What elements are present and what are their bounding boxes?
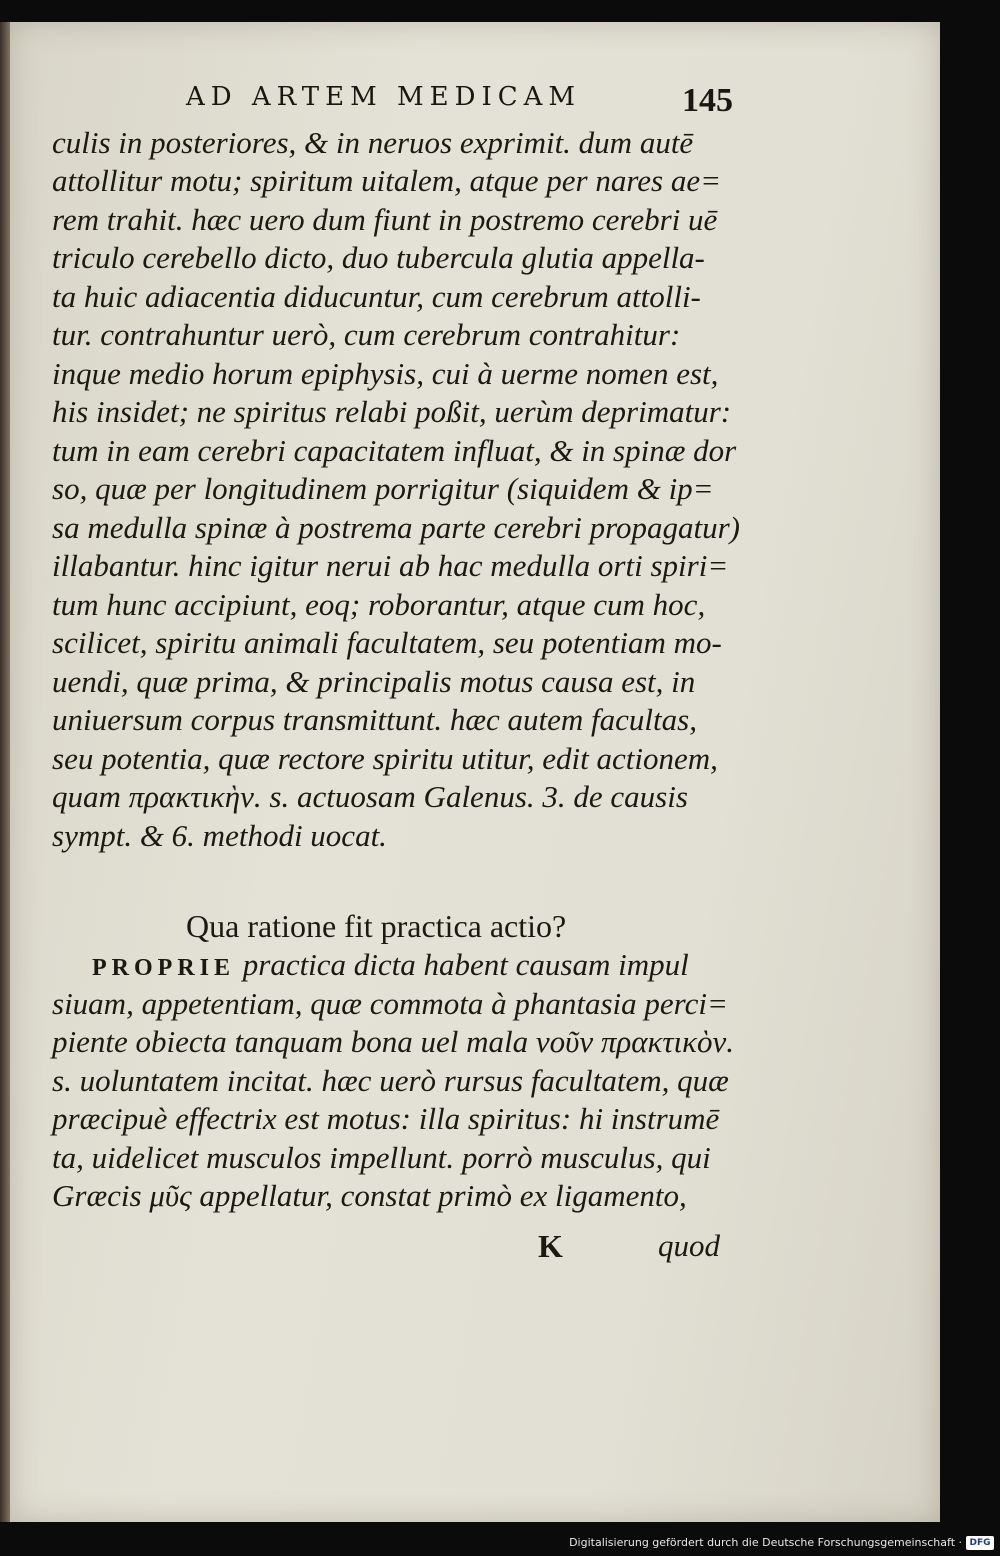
body-line-12: illabantur. hinc igitur nerui ab hac medulla orti spiri=	[52, 548, 729, 583]
section-line-3: s. uoluntatem incitat. hæc uerò rursus facultatem, quæ	[52, 1063, 729, 1098]
body-line-18: quam πρακτικὴν. s. actuosam Galenus. 3. de causis	[52, 779, 688, 814]
signature-mark: K	[538, 1228, 563, 1264]
body-line-17: seu potentia, quæ rectore spiritu utitur, edit actionem,	[52, 741, 718, 776]
body-line-15: uendi, quæ prima, & principalis motus causa est, in	[52, 664, 696, 699]
body-line-16: uniuersum corpus transmittunt. hæc autem facultas,	[52, 702, 697, 737]
catchword: quod	[658, 1228, 720, 1263]
section-line-4: præcipuè effectrix est motus: illa spiritus: hi instrumē	[52, 1101, 720, 1136]
body-line-10: so, quæ per longitudinem porrigitur (siquidem & ip=	[52, 471, 714, 506]
body-line-13: tum hunc accipiunt, eoq; roborantur, atque cum hoc,	[52, 587, 706, 622]
body-line-1: culis in posteriores, & in neruos exprimit. dum autē	[52, 125, 694, 160]
body-line-2: attollitur motu; spiritum uitalem, atque per nares ae=	[52, 163, 722, 198]
body-line-4: triculo cerebello dicto, duo tubercula glutia appella-	[52, 240, 705, 275]
running-title: AD ARTEM MEDICAM	[186, 82, 581, 112]
section-line-1: siuam, appetentiam, quæ commota à phantasia perci=	[52, 986, 728, 1021]
digitization-credit: Digitalisierung gefördert durch die Deutsche Forschungsgemeinschaft ·	[569, 1536, 962, 1549]
section-lead-line	[92, 948, 689, 985]
body-line-19: sympt. & 6. methodi uocat.	[52, 818, 387, 853]
body-line-5: ta huic adiacentia diducuntur, cum cerebrum attolli-	[52, 279, 701, 314]
body-line-7: inque medio horum epiphysis, cui à uerme nomen est,	[52, 356, 719, 391]
body-line-11: sa medulla spinæ à postrema parte cerebri propagatur)	[52, 510, 740, 545]
body-line-6: tur. contrahuntur uerò, cum cerebrum contrahitur:	[52, 317, 681, 352]
body-line-9: tum in eam cerebri capacitatem influat, & in spinæ dor	[52, 433, 737, 468]
section-heading: Qua ratione fit practica actio?	[186, 908, 567, 944]
section-line-6: Græcis μῦς appellatur, constat primò ex ligamento,	[52, 1178, 687, 1213]
lead-word: PROPRIE	[92, 955, 235, 981]
page-number: 145	[682, 82, 733, 119]
body-line-8: his insidet; ne spiritus relabi poßit, uerùm deprimatur:	[52, 394, 732, 429]
body-line-14: scilicet, spiritu animali facultatem, seu potentiam mo-	[52, 625, 722, 660]
section-line-5: ta, uidelicet musculos impellunt. porrò musculus, qui	[52, 1140, 711, 1175]
lead-line-text: practica dicta habent causam impul	[242, 947, 689, 982]
body-line-3: rem trahit. hæc uero dum fiunt in postremo cerebri uē	[52, 202, 718, 237]
section-line-2: piente obiecta tanquam bona uel mala νοῦν πρακτικὸν.	[52, 1024, 735, 1059]
dfg-logo-badge: DFG	[966, 1536, 994, 1550]
